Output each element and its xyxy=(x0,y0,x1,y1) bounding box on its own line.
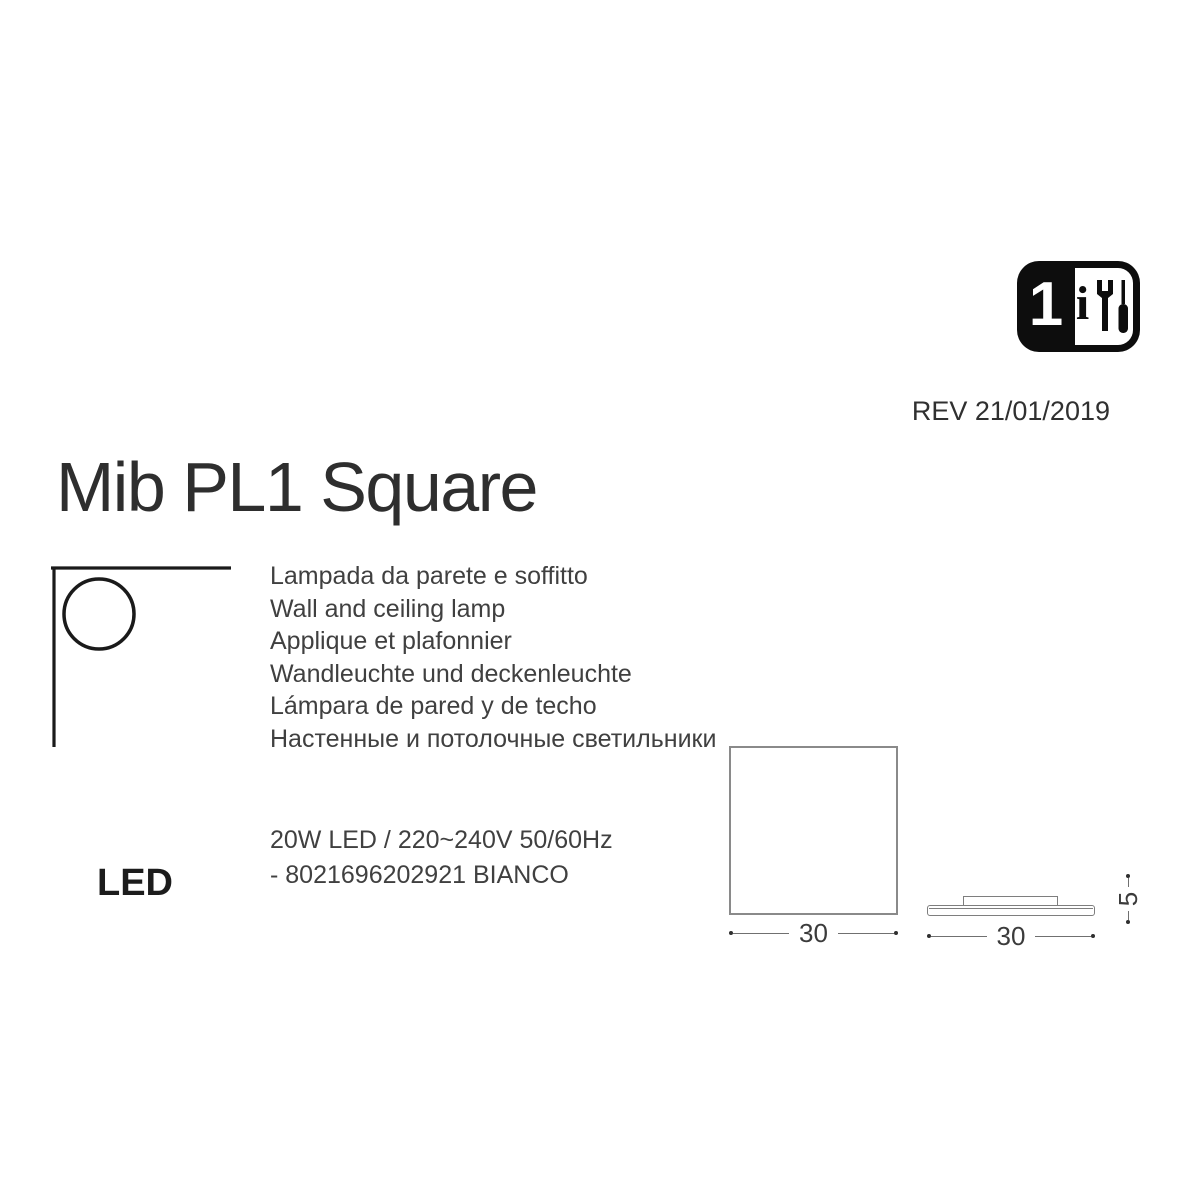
info-tools-panel xyxy=(1075,261,1140,352)
side-view-drawing xyxy=(927,905,1095,916)
side-height-dimension xyxy=(1114,874,1142,924)
wrench-icon xyxy=(1097,280,1113,331)
dimension-dot xyxy=(1091,934,1095,938)
description-russian: Настенные и потолочные светильники xyxy=(270,724,717,753)
side-width-label: 30 xyxy=(996,921,1026,951)
dimension-dot xyxy=(1126,920,1130,924)
front-width-label: 30 xyxy=(799,918,828,948)
dimension-line xyxy=(838,933,894,934)
power-spec: 20W LED / 220~240V 50/60Hz xyxy=(270,826,613,854)
wall-corner-diagram xyxy=(48,560,234,752)
wrench-screwdriver-icon xyxy=(1094,278,1132,336)
sku-line: - 8021696202921 BIANCO xyxy=(270,861,569,889)
description-french: Applique et plafonnier xyxy=(270,627,512,655)
screwdriver-icon xyxy=(1119,280,1129,333)
side-height-label: 5 xyxy=(1113,891,1143,907)
side-width-dimension xyxy=(927,921,1095,951)
installation-badge xyxy=(1017,261,1140,352)
lamp-count-label: 1 xyxy=(1028,270,1064,339)
side-view-mount-plate xyxy=(963,896,1058,905)
led-label: LED xyxy=(97,862,173,904)
side-view-rim-line xyxy=(929,908,1093,909)
info-icon: i xyxy=(1075,276,1090,330)
tools-icons xyxy=(1094,278,1132,336)
description-italian: Lampada da parete e soffitto xyxy=(270,562,588,590)
dimension-line xyxy=(931,936,987,937)
dimension-line xyxy=(1035,936,1091,937)
description-english: Wall and ceiling lamp xyxy=(270,594,506,623)
description-german: Wandleuchte und deckenleuchte xyxy=(270,659,632,688)
lamp-circle-icon xyxy=(64,579,134,649)
dimension-line xyxy=(1128,911,1129,920)
dimension-dot xyxy=(894,931,898,935)
front-width-dimension xyxy=(729,918,898,948)
page-title: Mib PL1 Square xyxy=(56,448,537,526)
revision-date: REV 21/01/2019 xyxy=(911,396,1110,426)
dimension-line xyxy=(1128,878,1129,887)
lamp-count-panel xyxy=(1017,261,1075,352)
description-spanish: Lámpara de pared y de techo xyxy=(270,692,597,720)
product-descriptions xyxy=(270,560,716,755)
dimension-line xyxy=(733,933,789,934)
front-view-drawing xyxy=(729,746,898,915)
product-specs xyxy=(270,823,613,893)
